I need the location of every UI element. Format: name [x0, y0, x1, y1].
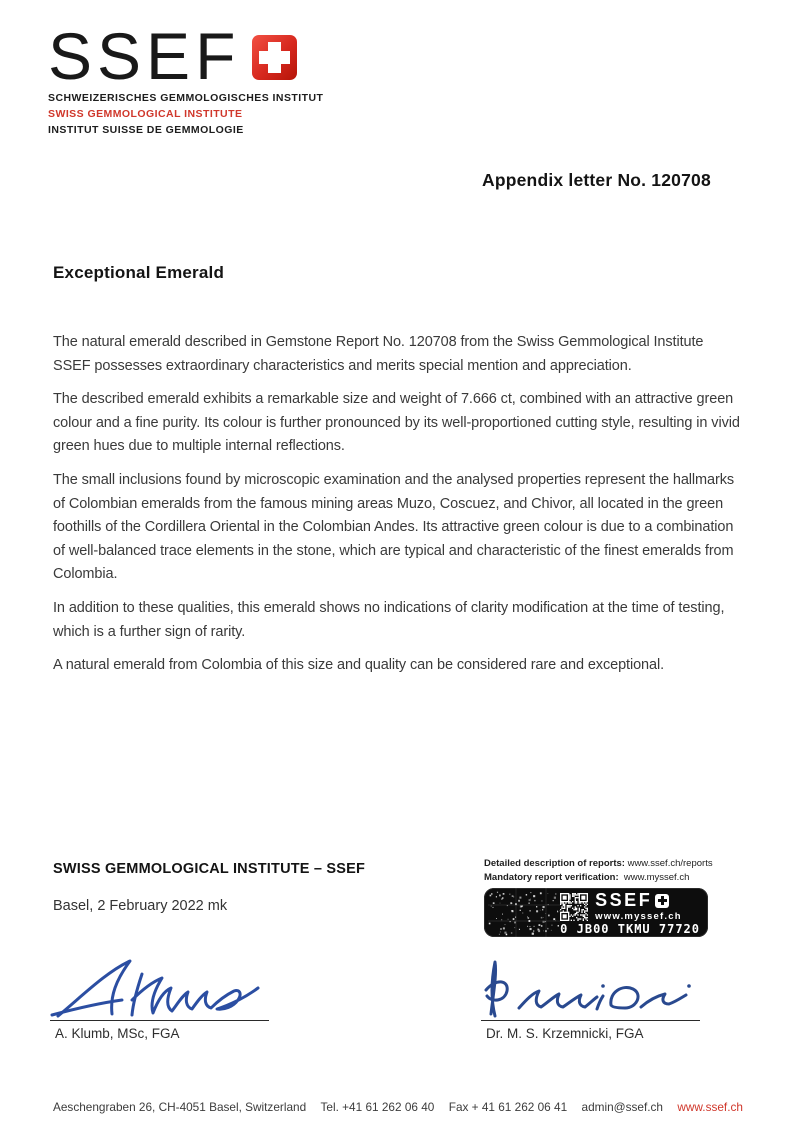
footer-website: www.ssef.ch	[677, 1100, 743, 1114]
sticker-url: www.myssef.ch	[595, 911, 682, 922]
signature-line-left	[50, 1020, 269, 1021]
signature-block-right	[481, 958, 713, 1041]
qr-code-icon	[560, 893, 588, 921]
paragraph-4: In addition to these qualities, this emerald shows no indications of clarity modification at the time of testing, which is a further sign of rarity.	[53, 599, 725, 640]
sticker-content	[560, 888, 708, 937]
ssef-wordmark: SSEF	[48, 19, 241, 93]
reports-description-line	[484, 857, 740, 871]
verification-section	[484, 857, 740, 937]
sticker-verification-code: 0 JB00 TKMU 77720	[560, 922, 700, 936]
paragraph-5: A natural emerald from Colombia of this size and quality can be considered rare and exceptional.	[53, 657, 665, 674]
signatory-name-left: A. Klumb, MSc, FGA	[55, 1026, 180, 1041]
logo-subtitle-english: SWISS GEMMOLOGICAL INSTITUTE	[48, 108, 243, 120]
speckle-noise-icon	[484, 888, 560, 937]
reports-url: www.ssef.ch/reports	[627, 858, 713, 869]
footer-tel: Tel. +41 61 262 06 40	[320, 1100, 435, 1114]
swiss-cross-icon	[252, 35, 297, 80]
sticker-brand-text: SSEF	[595, 890, 653, 910]
security-sticker	[484, 888, 708, 937]
verification-url: www.myssef.ch	[623, 871, 690, 883]
hologram-speckle-pattern	[484, 888, 560, 937]
ssef-logo	[48, 19, 348, 136]
paragraph-1: The natural emerald described in Gemstone Report No. 120708 from the Swiss Gemmological Institute SSEF possesses extraordinary characteristics and merits special mention and appreciation.	[53, 334, 704, 374]
footer-contact-line	[53, 1100, 743, 1114]
report-verification-line	[484, 871, 740, 885]
appendix-letter-title: Appendix letter No. 120708	[482, 170, 711, 190]
letter-body	[53, 331, 743, 688]
sticker-swiss-cross-icon	[655, 894, 669, 908]
footer-address: Aeschengraben 26, CH-4051 Basel, Switzerland	[53, 1100, 307, 1114]
signatory-name-right: Dr. M. S. Krzemnicki, FGA	[486, 1026, 644, 1041]
paragraph-2: The described emerald exhibits a remarkable size and weight of 7.666 ct, combined with an attractive green colour and a fine purity. Its colour is further pronounced by its well-proportioned cutting style, resulting in vivid green hues due to multiple internal reflections.	[53, 391, 740, 455]
ssef-wordmark-row	[48, 19, 348, 93]
footer-email: admin@ssef.ch	[581, 1100, 663, 1114]
document-heading: Exceptional Emerald	[53, 263, 225, 282]
date-place-line: Basel, 2 February 2022 mk	[53, 898, 228, 914]
footer-fax: Fax + 41 61 262 06 41	[448, 1100, 568, 1114]
signature-block-left	[50, 958, 282, 1041]
paragraph-3: The small inclusions found by microscopic examination and the analysed properties represent the hallmarks of Colombian emeralds from the famous mining areas Muzo, Coscuez, and Chivor, all located in the green foothills of the Cordillera Oriental in the Colombian Andes. Its attractive green colour is due to a combination of well-balanced trace elements in the stone, which are typical and characteristic of the finest emeralds from Colombia.	[53, 471, 735, 583]
logo-subtitle-german: SCHWEIZERISCHES GEMMOLOGISCHES INSTITUT	[48, 92, 324, 104]
klumb-signature-icon	[50, 958, 280, 1020]
logo-subtitle-french: INSTITUT SUISSE DE GEMMOLOGIE	[48, 124, 244, 136]
signature-line-right	[481, 1020, 700, 1021]
closing-institute-line: SWISS GEMMOLOGICAL INSTITUTE – SSEF	[53, 861, 366, 877]
krzemnicki-signature-icon	[481, 958, 711, 1020]
reports-description-label: Detailed description of reports:	[484, 858, 625, 869]
report-verification-label: Mandatory report verification:	[484, 871, 619, 883]
